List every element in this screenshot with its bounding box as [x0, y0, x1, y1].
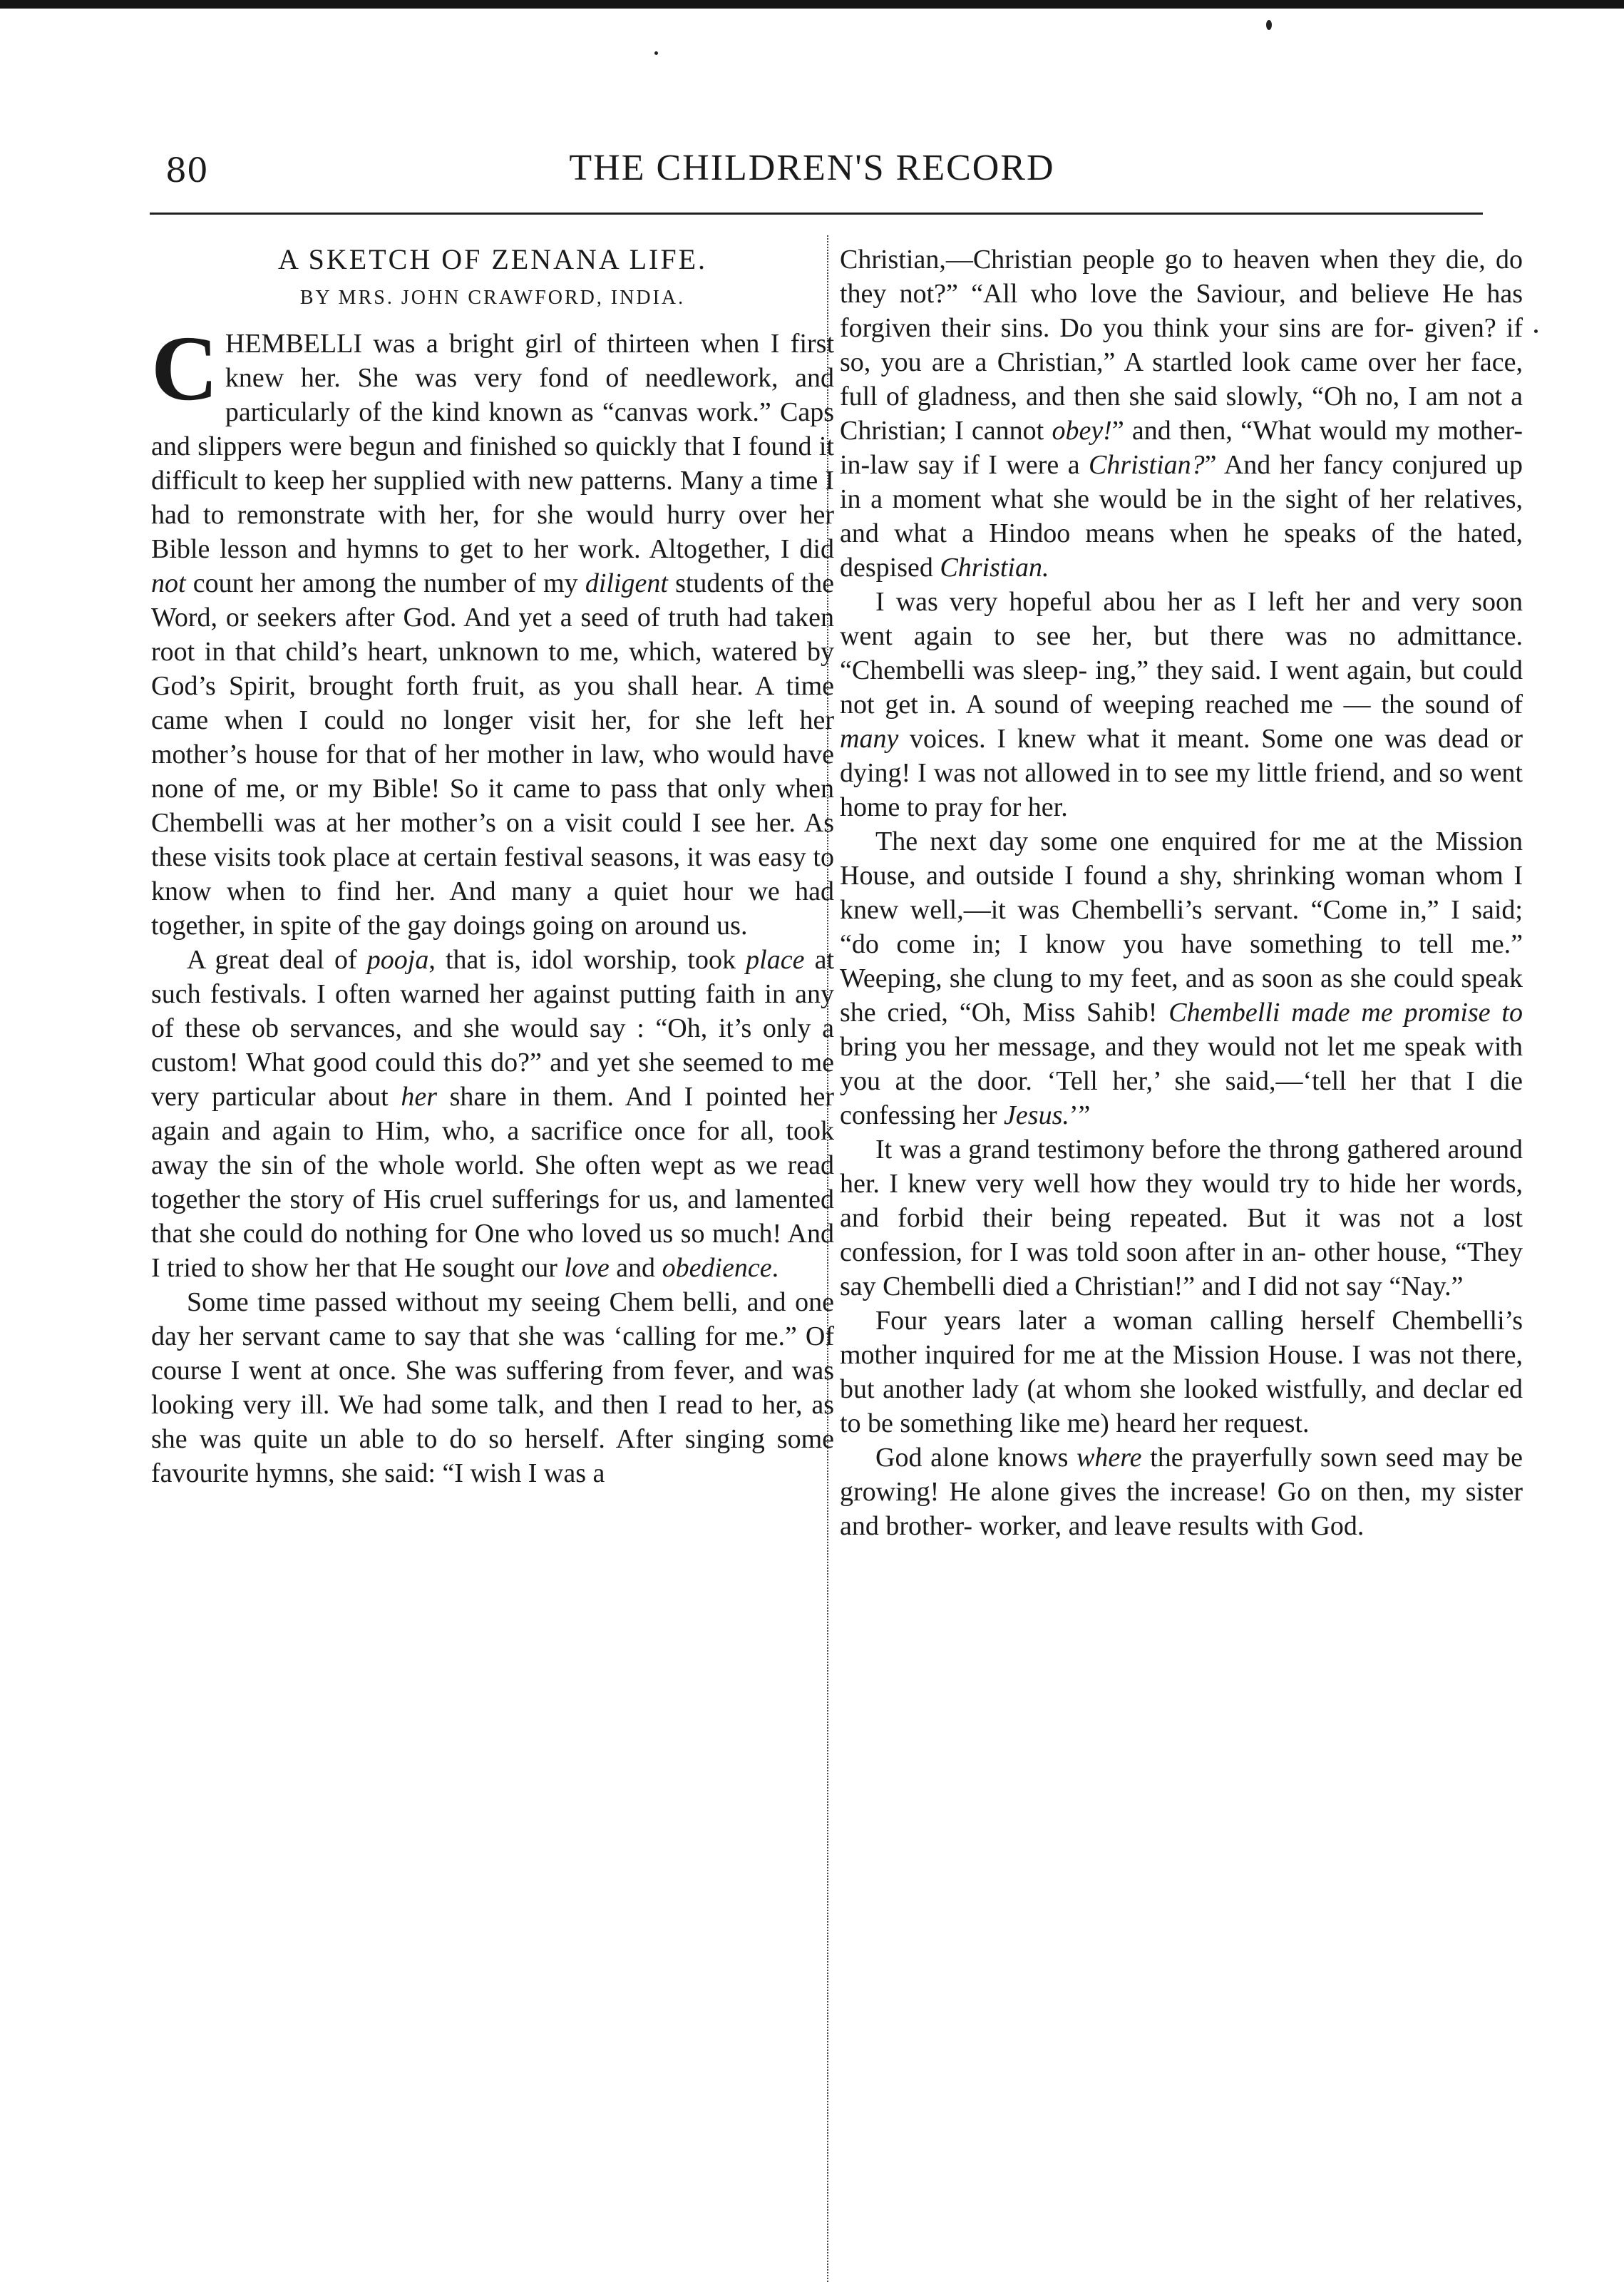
- paragraph: Some time passed without my seeing Chem belli, and one day her servant came to say that she was ‘calling for me.” Of course I went at once. She was suffering from fever, and was looking very ill. We had some talk, and then I read to her, as she was quite un able to do so herself. After singing some favourite hymns, she said: “I wish I was a: [151, 1287, 834, 1488]
- page-number: 80: [165, 151, 208, 190]
- ink-speck: [1534, 329, 1538, 333]
- top-border-rule: [0, 0, 1624, 9]
- paragraph: I was very hopeful abou her as I left her and very soon went again to see her, but there was no admittance. “Chembelli was sleep- ing,” they said. I went again, but could not get in. A sound of weeping reached me — the sound of many voices. I knew what it meant. Some one was dead or dying! I was not allowed in to see my little friend, and so went home to pray for her.: [840, 587, 1523, 822]
- paragraph: CHEMBELLI was a bright girl of thirteen when I first knew her. She was very fond of needlework, and particularly of the kind known as “canvas work.” Caps and slippers were begun and finished so quickly that I found it difficult to keep her supplied with new patterns. Many a time I had to remonstrate with her, for she would hurry over her Bible lesson and hymns to get to her work. Altogether, I did not count her among the number of my diligent students of the Word, or seekers after God. And yet a seed of truth had taken root in that child’s heart, unknown to me, which, watered by God’s Spirit, brought forth fruit, as you shall hear. A time came when I could no longer visit her, for she left her mother’s house for that of her mother in law, who would have none of me, or my Bible! So it came to pass that only when Chembelli was at her mother’s on a visit could I see her. As these visits took place at certain festival seasons, it was easy to know when to find her. And many a quiet hour we had together, in spite of the gay doings going on around us.: [151, 317, 834, 941]
- running-head: THE CHILDREN'S RECORD: [569, 148, 1055, 188]
- article-title: A SKETCH OF ZENANA LIFE.: [277, 243, 708, 275]
- paragraph: A great deal of pooja, that is, idol worship, took place at such festivals. I often warned her against putting faith in any of these ob servances, and she would say : “Oh, it’s only a custom! What good could this do?” and yet she seemed to me very particular about her share in them. And I pointed her again and again to Him, who, a sacrifice once for all, took away the sin of the whole world. She often wept as we read together the story of His cruel sufferings for us, and lamented that she could do nothing for One who loved us so much! And I tried to show her that He sought our love and obedience.: [151, 945, 834, 1283]
- paragraph: God alone knows where the prayerfully sown seed may be growing! He alone gives the increase! Go on then, my sister and brother- worker, and leave results with God.: [840, 1443, 1523, 1541]
- paragraph: It was a grand testimony before the throng gathered around her. I knew very well how they would try to hide her words, and forbid their being repeated. But it was not a lost confession, for I was told soon after in an- other house, “They say Chembelli died a Christian!” and I did not say “Nay.”: [840, 1135, 1523, 1301]
- right-column: [840, 242, 1523, 1543]
- paragraph: Christian,—Christian people go to heaven when they die, do they not?” “All who love the Saviour, and believe He has forgiven their sins. Do you think your sins are for- given? if so, you are a Christian,” A startled look came over her face, full of gladness, and then she said slowly, “Oh no, I am not a Christian; I cannot obey!” and then, “What would my mother-in-law say if I were a Christian?” And her fancy conjured up in a moment what she would be in the sight of her relatives, and what a Hindoo means when he speaks of the hated, despised Christian.: [840, 245, 1523, 583]
- article-byline: BY MRS. JOHN CRAWFORD, INDIA.: [299, 287, 686, 309]
- left-column: [151, 242, 834, 1490]
- paragraph: The next day some one enquired for me at the Mission House, and outside I found a shy, shrinking woman whom I knew well,—it was Chembelli’s servant. “Come in,” I said; “do come in; I know you have something to tell me.” Weeping, she clung to my feet, and as soon as she could speak she cried, “Oh, Miss Sahib! Chembelli made me promise to bring you her message, and they would not let me speak with you at the door. ‘Tell her,’ she said,—‘tell her that I die confessing her Jesus.’”: [840, 827, 1523, 1130]
- ink-speck: [1266, 20, 1272, 30]
- drop-cap: C: [151, 317, 218, 420]
- paragraph: Four years later a woman calling herself Chembelli’s mother inquired for me at the Mission House. I was not there, but another lady (at whom she looked wistfully, and declar ed to be something like me) heard her request.: [840, 1306, 1523, 1438]
- ink-speck: [654, 51, 658, 55]
- header-rule: [150, 213, 1483, 215]
